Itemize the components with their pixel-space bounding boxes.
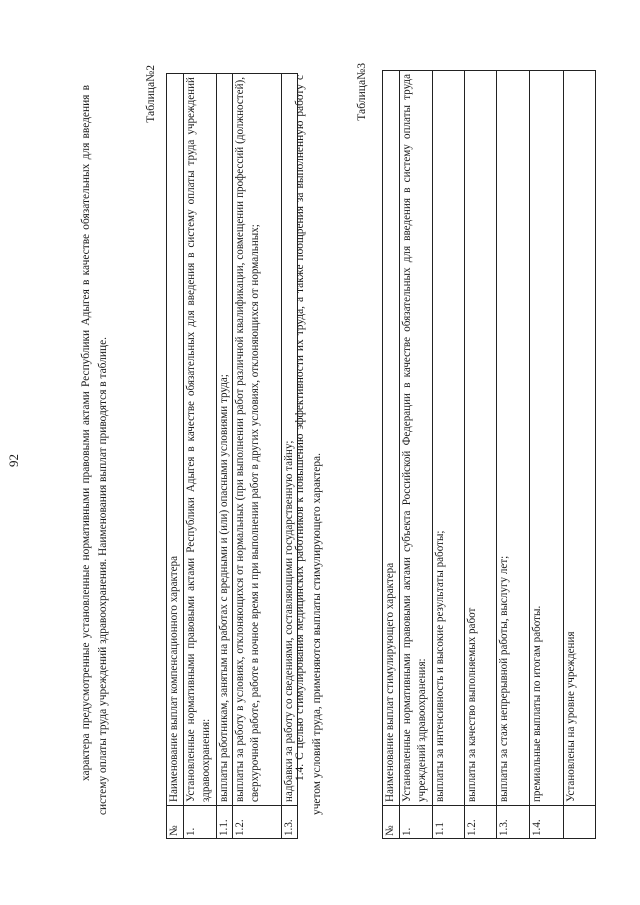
row-number: 1.1. — [217, 806, 233, 839]
row-number: 1.3. — [282, 806, 298, 839]
table-row — [217, 74, 233, 839]
table-row — [530, 71, 564, 839]
row-number: 1.1 — [433, 806, 465, 839]
row-text: выплаты работникам, занятым на работах с вредными и (или) опасными условиями труда; — [217, 74, 233, 806]
page-number: 92 — [6, 454, 21, 467]
table-header-row — [383, 71, 400, 839]
row-number: 1.2. — [233, 806, 282, 839]
header-name-cell: Наименование выплат компенсационного характера — [167, 74, 184, 806]
header-number-cell: № — [167, 806, 184, 839]
table-row — [400, 71, 433, 839]
row-text: Установленные нормативными правовыми актами Республики Адыгея в качестве обязательных для введения в систему оплаты труда учреждений здравоохранения: — [184, 74, 217, 806]
table-row — [497, 71, 530, 839]
stimulating-payments-paragraph: 1.4. С целью стимулирования медицинских работников к повышению эффективности их труда, а также поощрения за выполненную работу с учетом условий труда, применяются выплаты стимулирующего характера. — [294, 75, 323, 815]
row-text: премиальные выплаты по итогам работы. — [530, 71, 564, 806]
row-number: 1. — [184, 806, 217, 839]
table-row — [564, 71, 596, 839]
row-number: 1. — [400, 806, 433, 839]
row-text: выплаты за стаж непрерывной работы, выслугу лет; — [497, 71, 530, 806]
row-text: выплаты за интенсивность и высокие результаты работы; — [433, 71, 465, 806]
table-row — [184, 74, 217, 839]
header-number-cell: № — [383, 806, 400, 839]
table-row — [433, 71, 465, 839]
table3-caption: Таблица№3 — [355, 63, 368, 121]
row-text: выплаты за работу в условиях, отклоняющихся от нормальных (при выполнении работ различной квалификации, совмещении профессий (должностей), сверхурочной работе, работе в ночное время и при выполнении работ в других условиях, отклоняющихся от нормальных; — [233, 74, 282, 806]
intro-paragraph: характера предусмотренные установленные нормативными правовыми актами Республики Адыгея в качестве обязательных для введения в систему оплаты труда учреждений здравоохранения. Наименования выплат приводятся в таблице. — [80, 85, 109, 815]
row-text: Установлены на уровне учреждения — [564, 71, 596, 806]
table-row — [465, 71, 497, 839]
table-header-row — [167, 74, 184, 839]
row-number: 1.4. — [530, 806, 564, 839]
row-number — [564, 806, 596, 839]
stimulating-payments-table — [382, 70, 596, 839]
row-number: 1.2. — [465, 806, 497, 839]
row-number: 1.3. — [497, 806, 530, 839]
table-row — [233, 74, 282, 839]
table2-caption: Таблица№2 — [144, 65, 157, 123]
header-name-cell: Наименование выплат стимулирующего характера — [383, 71, 400, 806]
row-text: Установленные нормативными правовыми актами субъекта Российской Федерации в качестве обязательных для введения в систему оплаты труда учреждений здравоохранения: — [400, 71, 433, 806]
row-text: выплаты за качество выполняемых работ — [465, 71, 497, 806]
row-text: надбавки за работу со сведениями, составляющими государственную тайну; — [282, 74, 298, 806]
compensation-payments-table — [166, 73, 298, 839]
